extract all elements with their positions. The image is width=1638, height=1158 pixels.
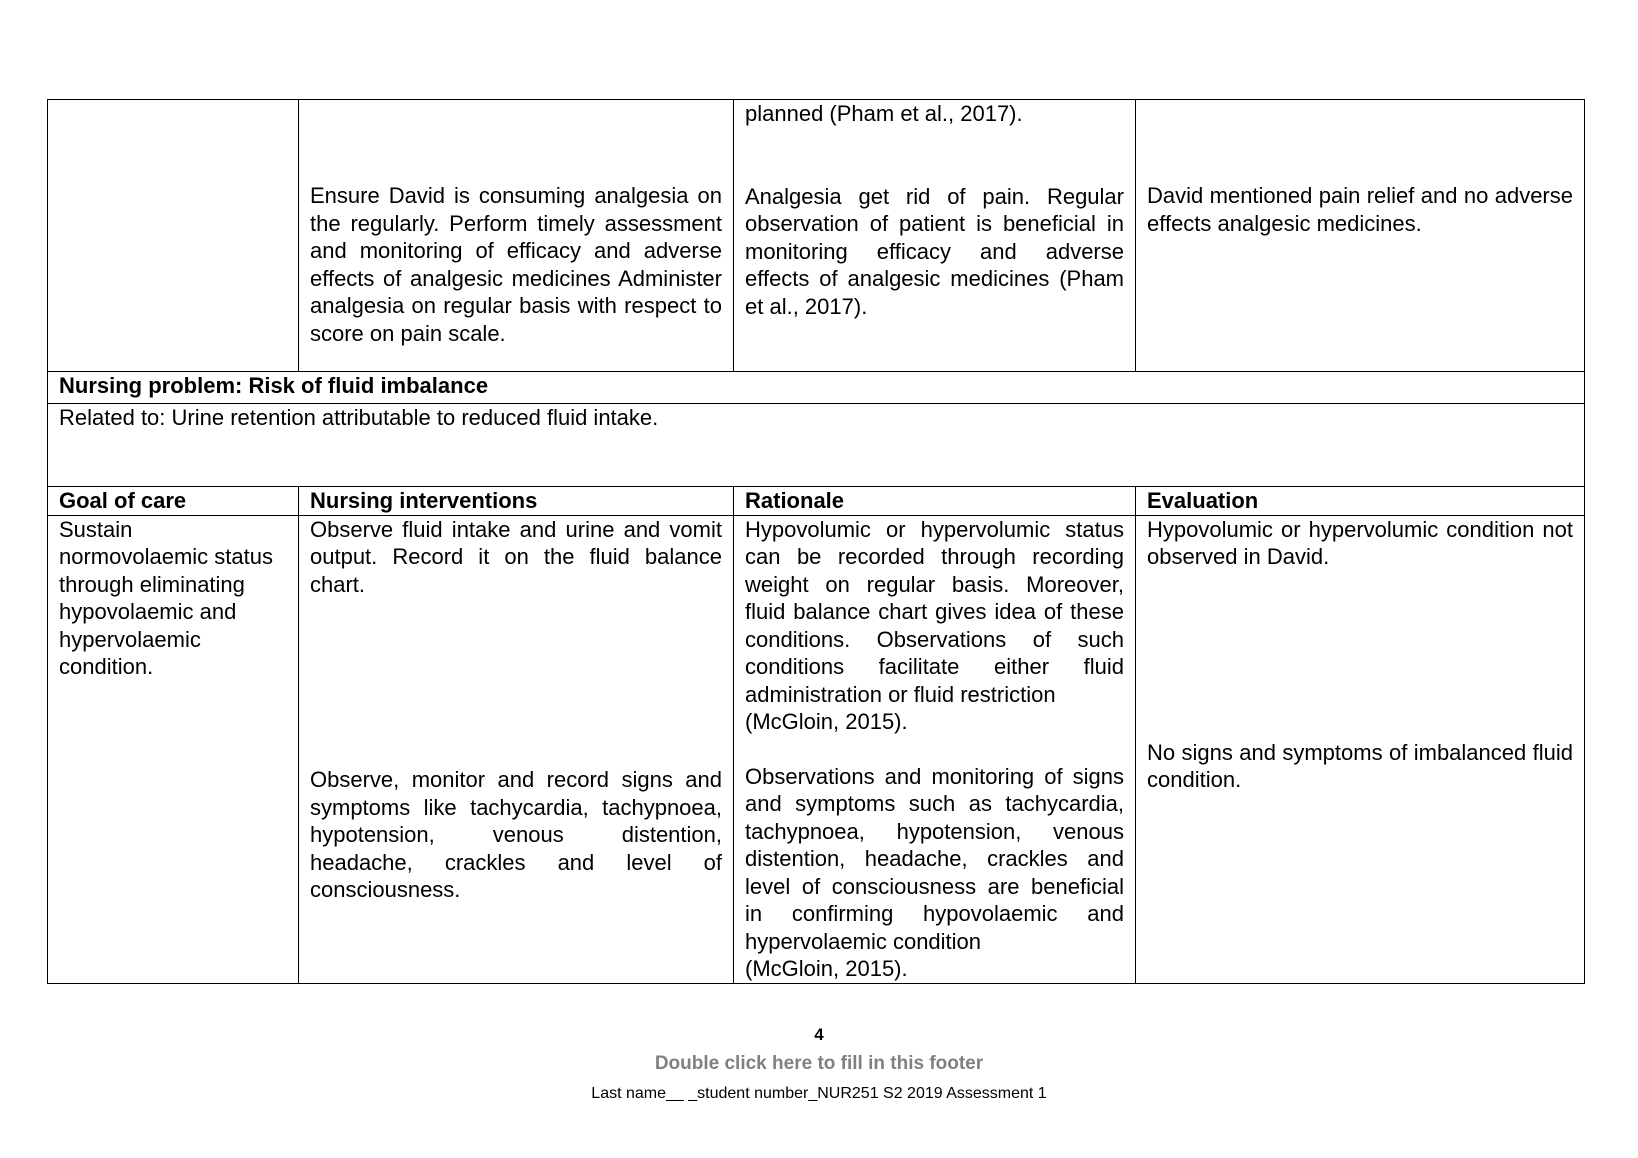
header-evaluation: Evaluation <box>1136 487 1585 516</box>
rationale-text: Observations and monitoring of signs and symptoms such as tachycardia, tachypnoea, hypotension, venous distention, headache, crackles and level of consciousness are beneficial in confirming hypovolaemic and hypervolaemic condition <box>745 763 1124 954</box>
goal-cell-empty <box>48 100 299 372</box>
header-interventions: Nursing interventions <box>299 487 734 516</box>
rationale-cell <box>734 100 1136 372</box>
footer-line: Last name__ _student number_NUR251 S2 2019 Assessment 1 <box>591 1085 1047 1102</box>
related-to-text: Related to: Urine retention attributable to reduced fluid intake. <box>48 404 1585 487</box>
table-row <box>48 372 1585 404</box>
rationale-cell <box>734 515 1136 983</box>
page-number: 4 <box>814 1025 824 1044</box>
intervention-text: Observe, monitor and record signs and symptoms like tachycardia, tachypnoea, hypotension, venous distention, headache, crackles and level of consciousness. <box>310 767 722 902</box>
care-plan-table <box>47 99 1585 984</box>
goal-text: Sustain normovolaemic status through eliminating hypovolaemic and hypervolaemic condition. <box>59 516 273 679</box>
evaluation-text: No signs and symptoms of imbalanced fluid condition. <box>1147 739 1573 792</box>
rationale-continued-text: planned (Pham et al., 2017). <box>745 101 1023 126</box>
rationale-reference: (McGloin, 2015). <box>745 956 908 981</box>
intervention-cell <box>299 100 734 372</box>
table-row <box>48 100 1585 372</box>
intervention-cell <box>299 515 734 983</box>
footer-placeholder[interactable]: Double click here to fill in this footer <box>654 1053 984 1074</box>
table-row <box>48 515 1585 983</box>
table-header-row <box>48 487 1585 516</box>
header-rationale: Rationale <box>734 487 1136 516</box>
intervention-text: Observe fluid intake and urine and vomit output. Record it on the fluid balance chart. <box>310 516 722 597</box>
evaluation-cell <box>1136 515 1585 983</box>
goal-cell <box>48 515 299 983</box>
evaluation-text: David mentioned pain relief and no adverse effects analgesic medicines. <box>1147 183 1573 236</box>
nursing-problem-title: Nursing problem: Risk of fluid imbalance <box>48 372 1585 404</box>
rationale-reference: (McGloin, 2015). <box>745 709 908 734</box>
table-row <box>48 404 1585 487</box>
evaluation-cell <box>1136 100 1585 372</box>
intervention-text: Ensure David is consuming analgesia on the regularly. Perform timely assessment and monitoring of efficacy and adverse effects of analgesic medicines Administer analgesia on regular basis with respect to score on pain scale. <box>310 183 722 346</box>
rationale-text: Hypovolumic or hypervolumic status can be recorded through recording weight on regular basis. Moreover, fluid balance chart gives idea of these conditions. Observations of such conditions facilitate either fluid administration or fluid restriction <box>745 516 1124 707</box>
rationale-text: Analgesia get rid of pain. Regular observation of patient is beneficial in monitoring efficacy and adverse effects of analgesic medicines (Pham et al., 2017). <box>745 183 1124 319</box>
evaluation-text: Hypovolumic or hypervolumic condition not observed in David. <box>1147 516 1573 569</box>
header-goal: Goal of care <box>48 487 299 516</box>
